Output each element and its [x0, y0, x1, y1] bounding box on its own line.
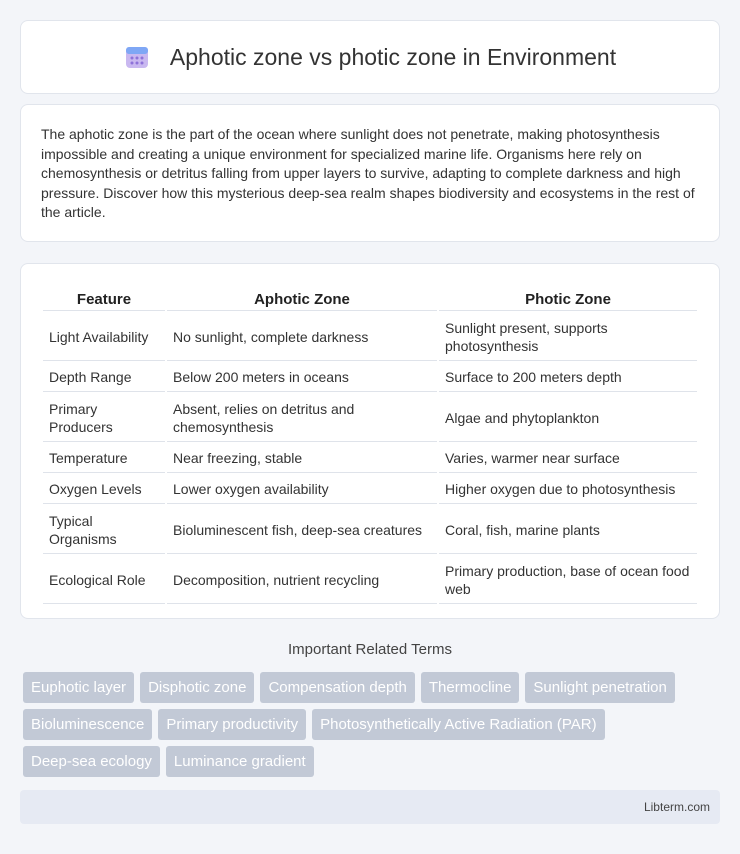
cell-feature: Light Availability: [43, 313, 165, 361]
cell-aphotic: Decomposition, nutrient recycling: [167, 556, 437, 604]
related-term-tag[interactable]: Thermocline: [421, 672, 520, 703]
related-term-tag[interactable]: Compensation depth: [260, 672, 414, 703]
cell-aphotic: Bioluminescent fish, deep-sea creatures: [167, 506, 437, 554]
title-card: [20, 20, 720, 94]
cell-aphotic: Lower oxygen availability: [167, 475, 437, 504]
cell-feature: Ecological Role: [43, 556, 165, 604]
intro-card: [20, 104, 720, 242]
cell-photic: Varies, warmer near surface: [439, 444, 697, 473]
cell-feature: Temperature: [43, 444, 165, 473]
cell-photic: Surface to 200 meters depth: [439, 363, 697, 392]
cell-aphotic: Near freezing, stable: [167, 444, 437, 473]
table-row: [43, 506, 697, 554]
related-terms-title: Important Related Terms: [288, 641, 452, 658]
comparison-table: [41, 284, 699, 606]
cell-feature: Oxygen Levels: [43, 475, 165, 504]
header-photic: Photic Zone: [439, 286, 697, 311]
cell-feature: Depth Range: [43, 363, 165, 392]
comparison-table-card: [20, 263, 720, 619]
footer: [20, 790, 720, 824]
header-aphotic: Aphotic Zone: [167, 286, 437, 311]
footer-brand-link[interactable]: Libterm.com: [643, 800, 710, 814]
cell-photic: Algae and phytoplankton: [439, 394, 697, 442]
related-term-tag[interactable]: Euphotic layer: [23, 672, 134, 703]
table-row: [43, 363, 697, 392]
cell-photic: Coral, fish, marine plants: [439, 506, 697, 554]
calendar-icon: [124, 44, 150, 70]
table-row: [43, 313, 697, 361]
table-row: [43, 444, 697, 473]
cell-aphotic: No sunlight, complete darkness: [167, 313, 437, 361]
header-feature: Feature: [43, 286, 165, 311]
table-header-row: [43, 286, 697, 311]
related-terms-list: [23, 672, 723, 783]
cell-feature: Typical Organisms: [43, 506, 165, 554]
cell-photic: Sunlight present, supports photosynthesis: [439, 313, 697, 361]
related-term-tag[interactable]: Sunlight penetration: [525, 672, 674, 703]
cell-aphotic: Absent, relies on detritus and chemosynthesis: [167, 394, 437, 442]
related-term-tag[interactable]: Deep-sea ecology: [23, 746, 160, 777]
related-term-tag[interactable]: Luminance gradient: [166, 746, 314, 777]
table-row: [43, 556, 697, 604]
related-term-tag[interactable]: Disphotic zone: [140, 672, 254, 703]
related-term-tag[interactable]: Primary productivity: [158, 709, 306, 740]
table-row: [43, 394, 697, 442]
related-term-tag[interactable]: Bioluminescence: [23, 709, 152, 740]
table-row: [43, 475, 697, 504]
cell-photic: Higher oxygen due to photosynthesis: [439, 475, 697, 504]
cell-aphotic: Below 200 meters in oceans: [167, 363, 437, 392]
related-term-tag[interactable]: Photosynthetically Active Radiation (PAR): [312, 709, 605, 740]
cell-photic: Primary production, base of ocean food web: [439, 556, 697, 604]
page-title: Aphotic zone vs photic zone in Environment: [169, 43, 617, 70]
intro-paragraph: The aphotic zone is the part of the ocean where sunlight does not penetrate, making photosynthesis impossible and creating a unique environment for specialized marine life. Organisms here rely on chemosynthesis or detritus falling from upper layers to survive, adapting to complete darkness and high pressure. Discover how this mysterious deep-sea realm shapes biodiversity and ecosystems in the rest of the article.: [41, 126, 695, 221]
cell-feature: Primary Producers: [43, 394, 165, 442]
